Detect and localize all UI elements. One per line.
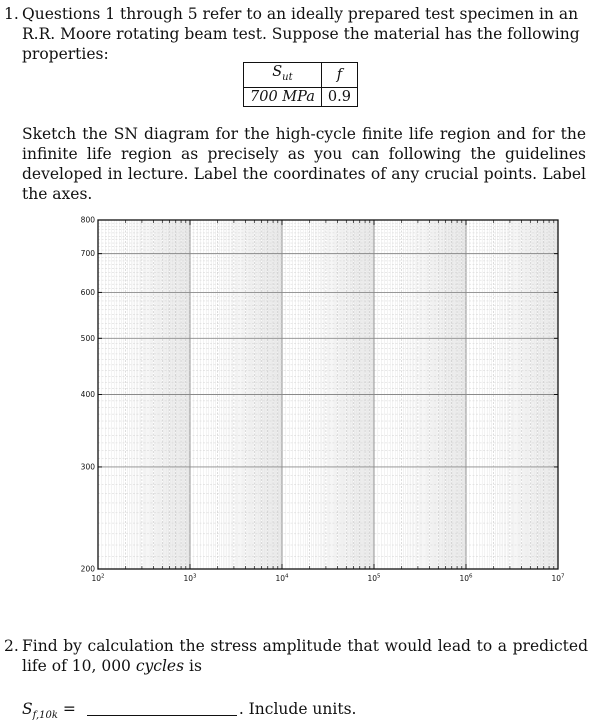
answer-blank[interactable] [87, 715, 237, 716]
answer-line [22, 700, 356, 721]
x-tick-label: $10^3$ [183, 573, 197, 583]
cycles-value: 10, 000 [71, 657, 131, 675]
x-tick-label: $10^6$ [459, 573, 473, 583]
answer-subscript: f,10k [32, 710, 58, 722]
answer-suffix: . Include units. [238, 700, 357, 718]
y-tick-label: 600 [80, 287, 95, 297]
y-tick-label: 500 [80, 333, 95, 343]
f-header: f [321, 63, 357, 88]
f-value: 0.9 [321, 87, 357, 106]
answer-symbol: S [22, 700, 33, 718]
sn-diagram-grid [78, 212, 568, 590]
x-tick-label: $10^7$ [551, 573, 565, 583]
sut-value: 700 MPa [244, 87, 322, 106]
properties-table [243, 62, 358, 107]
question-2-text: Find by calculation the stress amplitude that would lead to a predicted life of 10, 000 cycles is [22, 637, 588, 675]
question-1-text: Questions 1 through 5 refer to an ideally prepared test specimen in an R.R. Moore rotating beam test. Suppose the material has the following properties: [22, 5, 580, 63]
answer-equals: = [62, 700, 76, 718]
question-2-number: 2. [4, 637, 19, 655]
x-tick-label: $10^4$ [275, 573, 289, 583]
y-tick-label: 800 [80, 215, 95, 225]
y-tick-label: 400 [80, 390, 95, 399]
y-tick-label: 700 [80, 249, 95, 259]
y-tick-label: 200 [80, 564, 95, 574]
sut-header: $S_{ut}$ [244, 63, 322, 88]
cycles-unit: cycles [135, 657, 185, 675]
sketch-instructions: Sketch the SN diagram for the high-cycle finite life region and for the infinite life region as precisely as you can following the guidelines developed in lecture. Label the coordinates of any crucial points. Label the axes. [22, 125, 586, 203]
x-tick-label: $10^2$ [91, 573, 105, 583]
y-tick-label: 300 [80, 462, 95, 472]
x-tick-label: $10^5$ [367, 573, 381, 583]
question-1-number: 1. [4, 5, 19, 23]
